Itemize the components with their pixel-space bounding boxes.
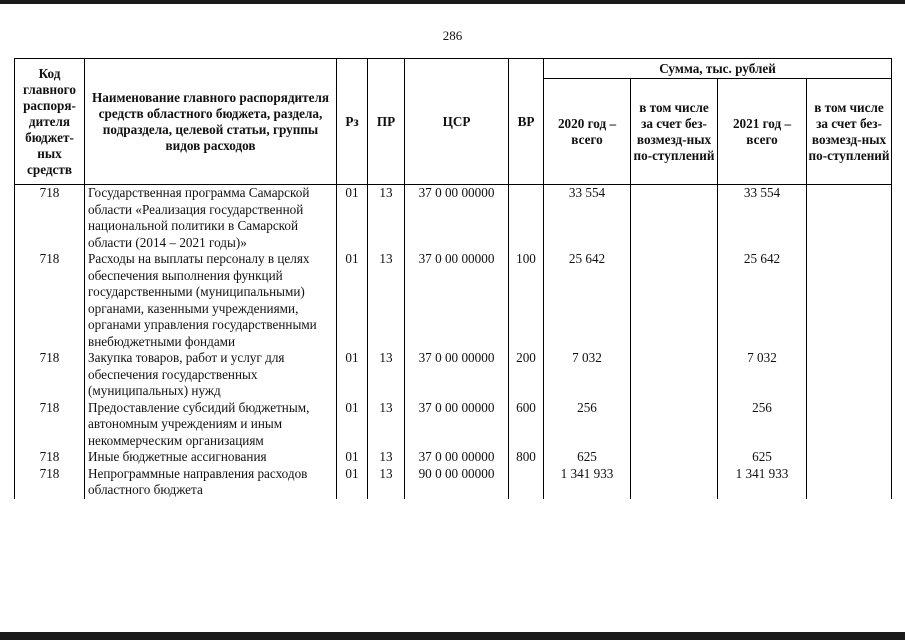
- table-row: [15, 449, 892, 466]
- cell-pr: 13: [368, 466, 405, 499]
- cell-rz: 01: [337, 466, 368, 499]
- cell-csr: 90 0 00 00000: [405, 466, 509, 499]
- cell-2020-gratuitous: [631, 185, 718, 252]
- cell-csr: 37 0 00 00000: [405, 400, 509, 450]
- scan-top-border: [0, 0, 905, 4]
- cell-code: 718: [15, 251, 85, 350]
- cell-2021-gratuitous: [807, 449, 892, 466]
- scan-bottom-border: [0, 632, 905, 640]
- cell-name: Государственная программа Самарской области «Реализация государственной национальной политики в Самарской области (2014 – 2021 годы)»: [85, 185, 337, 252]
- cell-code: 718: [15, 185, 85, 252]
- cell-code: 718: [15, 449, 85, 466]
- header-csr: ЦСР: [405, 59, 509, 185]
- cell-csr: 37 0 00 00000: [405, 449, 509, 466]
- cell-2020-gratuitous: [631, 449, 718, 466]
- cell-vr: [509, 185, 544, 252]
- cell-rz: 01: [337, 400, 368, 450]
- cell-2020-total: 1 341 933: [544, 466, 631, 499]
- header-2021-total: 2021 год – всего: [718, 79, 807, 185]
- budget-table: [14, 58, 892, 499]
- cell-2021-total: 1 341 933: [718, 466, 807, 499]
- header-name: Наименование главного распорядителя средств областного бюджета, раздела, подраздела, целевой статьи, группы видов расходов: [85, 59, 337, 185]
- cell-2021-gratuitous: [807, 185, 892, 252]
- header-sum-group: Сумма, тыс. рублей: [544, 59, 892, 79]
- cell-vr: [509, 466, 544, 499]
- cell-pr: 13: [368, 400, 405, 450]
- cell-rz: 01: [337, 449, 368, 466]
- cell-2021-total: 7 032: [718, 350, 807, 400]
- table-row: [15, 466, 892, 499]
- cell-name: Непрограммные направления расходов областного бюджета: [85, 466, 337, 499]
- header-rz: Рз: [337, 59, 368, 185]
- cell-rz: 01: [337, 350, 368, 400]
- header-2020-gratuitous: в том числе за счет без-возмезд-ных по-ступлений: [631, 79, 718, 185]
- table-row: [15, 350, 892, 400]
- cell-2021-total: 256: [718, 400, 807, 450]
- cell-name: Закупка товаров, работ и услуг для обеспечения государственных (муниципальных) нужд: [85, 350, 337, 400]
- cell-pr: 13: [368, 251, 405, 350]
- cell-pr: 13: [368, 449, 405, 466]
- cell-name: Расходы на выплаты персоналу в целях обеспечения выполнения функций государственными (муниципальными) органами, казенными учреждениями, органами управления государственными внебюджетными фондами: [85, 251, 337, 350]
- cell-2021-gratuitous: [807, 251, 892, 350]
- cell-2020-total: 7 032: [544, 350, 631, 400]
- cell-2020-gratuitous: [631, 251, 718, 350]
- cell-code: 718: [15, 466, 85, 499]
- cell-vr: 600: [509, 400, 544, 450]
- cell-vr: 100: [509, 251, 544, 350]
- header-code: Код главного распоря-дителя бюджет-ных средств: [15, 59, 85, 185]
- cell-rz: 01: [337, 185, 368, 252]
- table-row: [15, 251, 892, 350]
- cell-2020-total: 625: [544, 449, 631, 466]
- cell-2020-gratuitous: [631, 350, 718, 400]
- cell-2020-total: 256: [544, 400, 631, 450]
- cell-vr: 800: [509, 449, 544, 466]
- cell-name: Иные бюджетные ассигнования: [85, 449, 337, 466]
- cell-pr: 13: [368, 185, 405, 252]
- cell-vr: 200: [509, 350, 544, 400]
- table-row: [15, 400, 892, 450]
- cell-rz: 01: [337, 251, 368, 350]
- cell-2021-gratuitous: [807, 466, 892, 499]
- cell-2021-total: 25 642: [718, 251, 807, 350]
- cell-csr: 37 0 00 00000: [405, 251, 509, 350]
- cell-2021-gratuitous: [807, 350, 892, 400]
- cell-2020-total: 25 642: [544, 251, 631, 350]
- cell-2021-total: 33 554: [718, 185, 807, 252]
- page-number: 286: [442, 28, 463, 43]
- cell-code: 718: [15, 400, 85, 450]
- cell-2021-gratuitous: [807, 400, 892, 450]
- cell-code: 718: [15, 350, 85, 400]
- header-pr: ПР: [368, 59, 405, 185]
- cell-2020-gratuitous: [631, 466, 718, 499]
- header-vr: ВР: [509, 59, 544, 185]
- cell-csr: 37 0 00 00000: [405, 350, 509, 400]
- cell-name: Предоставление субсидий бюджетным, автономным учреждениям и иным некоммерческим организациям: [85, 400, 337, 450]
- table-row: [15, 185, 892, 252]
- cell-pr: 13: [368, 350, 405, 400]
- header-2021-gratuitous: в том числе за счет без-возмезд-ных по-ступлений: [807, 79, 892, 185]
- header-2020-total: 2020 год – всего: [544, 79, 631, 185]
- cell-2020-gratuitous: [631, 400, 718, 450]
- cell-csr: 37 0 00 00000: [405, 185, 509, 252]
- cell-2020-total: 33 554: [544, 185, 631, 252]
- cell-2021-total: 625: [718, 449, 807, 466]
